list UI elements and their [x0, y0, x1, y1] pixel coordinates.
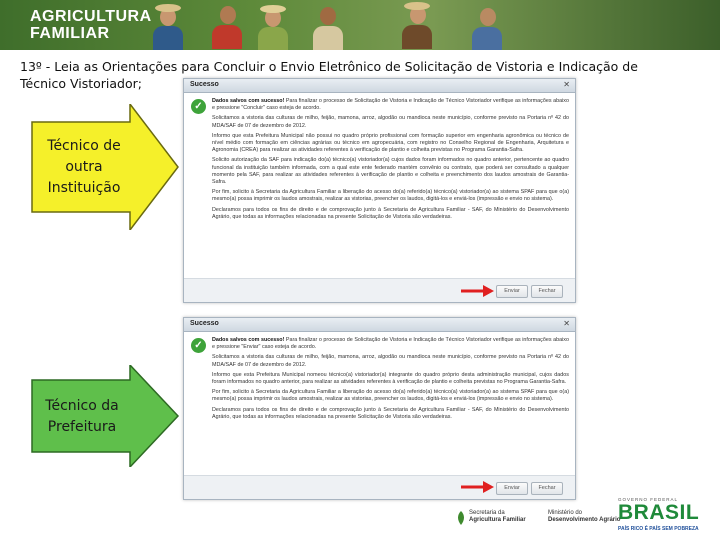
arrow-label-outra-instituicao: Técnico de outra Instituição — [47, 138, 121, 196]
dialog-body — [212, 98, 569, 224]
enviar-button[interactable]: Enviar — [496, 285, 528, 298]
dialog-paragraph: Declaramos para todos os fins de direito e de comprovação junto à Secretaria de Agricultura Familiar - SAF, do Ministério do Desenvolvimento Agrário, que todas as informações relacionadas na presente Solicitação de Vistoria são verdadeiras. — [212, 206, 569, 220]
close-icon[interactable]: ✕ — [563, 80, 570, 89]
logo-ministerio-desenvolvimento-agrario — [548, 505, 621, 535]
success-check-icon: ✓ — [191, 99, 206, 114]
dialog-paragraph: Solicitamos a vistoria das culturas de milho, feijão, mamona, arroz, algodão ou mandioca neste município, conforme previsto na Portaria nº 42 do MDA/SAF de 07 de dezembro de 2012. — [212, 354, 569, 368]
success-dialog-outra-instituicao — [183, 78, 576, 303]
arrow-label-prefeitura: Técnico da Prefeitura — [45, 398, 119, 435]
dialog-paragraph: Declaramos para todos os fins de direito e de comprovação junto à Secretaria de Agricultura Familiar - SAF, do Ministério do Desenvolvimento Agrário, que todas as informações relacionadas na presente Solicitação de Vistoria são verdadeiras. — [212, 406, 569, 420]
dialog-paragraph: Informo que esta Prefeitura Municipal nomeou técnico(a) vistoriador(a) integrante do quadro próprio desta administração municipal, cujos dados foram informados no quadro anterior, para realizar as atividades referentes à verificação de plantio e colheita previstas no Programa Garantia-Safra. — [212, 371, 569, 386]
dialog-footer — [184, 475, 575, 499]
dialog-paragraph: Por fim, solicito à Secretaria da Agricultura Familiar a liberação do acesso do(a) referido(a) técnico(a) vistoriador(a) ao sistema SPAF para que o(a) mesmo(a) possa imprimir os laudos amostrais, realizar as vistorias, preencher os laudos, digitá-los e enviá-los (impressão e envio no sistema). — [212, 189, 569, 203]
header-banner — [0, 0, 720, 50]
banner-title-line2: FAMILIAR — [30, 25, 110, 42]
success-dialog-prefeitura — [183, 317, 576, 500]
instruction-title: 13º - Leia as Orientações para Concluir o Envio Eletrônico de Solicitação de Vistoria e Indicação de Técnico Vistoriador; — [20, 59, 638, 91]
dialog-title: Sucesso — [190, 81, 219, 88]
fechar-button[interactable]: Fechar — [531, 285, 563, 298]
dialog-paragraph: Solicito autorização da SAF para indicação do(a) técnico(a) vistoriador(a) cujos dados foram informados no quadro anterior, pertencente ao quadro funcional da instituição também informada, com a qual este ente federado mantém convênio ou contrato, que poderá ser consultado a qualquer momento pela SAF, para realizar as atividades referentes à verificação de plantio e colheita e preenchimento dos laudos amostrais de Garantia-Safra. — [212, 157, 569, 186]
brasil-top-text: GOVERNO FEDERAL — [618, 497, 679, 502]
dialog-titlebar — [184, 79, 575, 93]
dialog-paragraph: Por fim, solicito à Secretaria da Agricultura Familiar a liberação do acesso do(a) referido(a) técnico(a) vistoriador(a) ao sistema SPAF para que o(a) mesmo(a) possa imprimir os laudos amostrais, realizar as vistorias, preencher os laudos, digitá-los e enviá-los (impressão e envio no sistema). — [212, 389, 569, 403]
saf-line1: Secretaria da — [469, 510, 505, 516]
banner-logo-text — [30, 8, 152, 42]
saf-emblem-icon — [455, 511, 467, 525]
dialog-lead: Dados salvos com sucesso! Para finalizar o processo de Solicitação de Vistoria e Indicação de Técnico Vistoriador verifique as informações abaixo e pressione "Concluir" caso esteja de acordo. — [212, 98, 569, 112]
success-check-icon: ✓ — [191, 338, 206, 353]
mda-line2: Desenvolvimento Agrário — [548, 517, 621, 523]
mda-line1: Ministério do — [548, 510, 583, 516]
dialog-body — [212, 337, 569, 424]
fechar-button[interactable]: Fechar — [531, 482, 563, 495]
red-pointer-arrow — [459, 480, 495, 494]
banner-title-line1: AGRICULTURA — [30, 8, 152, 25]
dialog-lead: Dados salvos com sucesso! Para finalizar o processo de Solicitação de Vistoria e Indicação de Técnico Vistoriador verifique as informações abaixo e pressione "Enviar" caso esteja de acordo. — [212, 337, 569, 351]
farmer-photo-strip — [150, 0, 550, 50]
dialog-paragraph: Solicitamos a vistoria das culturas de milho, feijão, mamona, arroz, algodão ou mandioca neste município, conforme previsto na Portaria nº 42 do MDA/SAF de 07 de dezembro de 2012. — [212, 115, 569, 129]
logo-secretaria-agricultura-familiar — [455, 505, 545, 535]
dialog-paragraph: Informo que esta Prefeitura Municipal não possui no quadro próprio profissional com formação superior em engenharia agronômica ou técnico de nível médio com formação em ciências agrárias ou técnico em agropecuária, com registro no Conselho Regional de Engenharia, Arquitetura e Agronomia (CREA) para realizar as atividades referentes à verificação de plantio e colheita previstas no Programa Garantia-Safra. — [212, 132, 569, 154]
dialog-footer — [184, 278, 575, 302]
brasil-slogan: PAÍS RICO É PAÍS SEM POBREZA — [618, 526, 699, 532]
dialog-titlebar — [184, 318, 575, 332]
enviar-button[interactable]: Enviar — [496, 482, 528, 495]
brasil-wordmark: BRASIL — [618, 501, 700, 524]
red-pointer-arrow — [459, 284, 495, 298]
close-icon[interactable]: ✕ — [563, 319, 570, 328]
dialog-title: Sucesso — [190, 320, 219, 327]
saf-line2: Agricultura Familiar — [469, 517, 526, 523]
logo-governo-federal-brasil — [618, 497, 714, 537]
